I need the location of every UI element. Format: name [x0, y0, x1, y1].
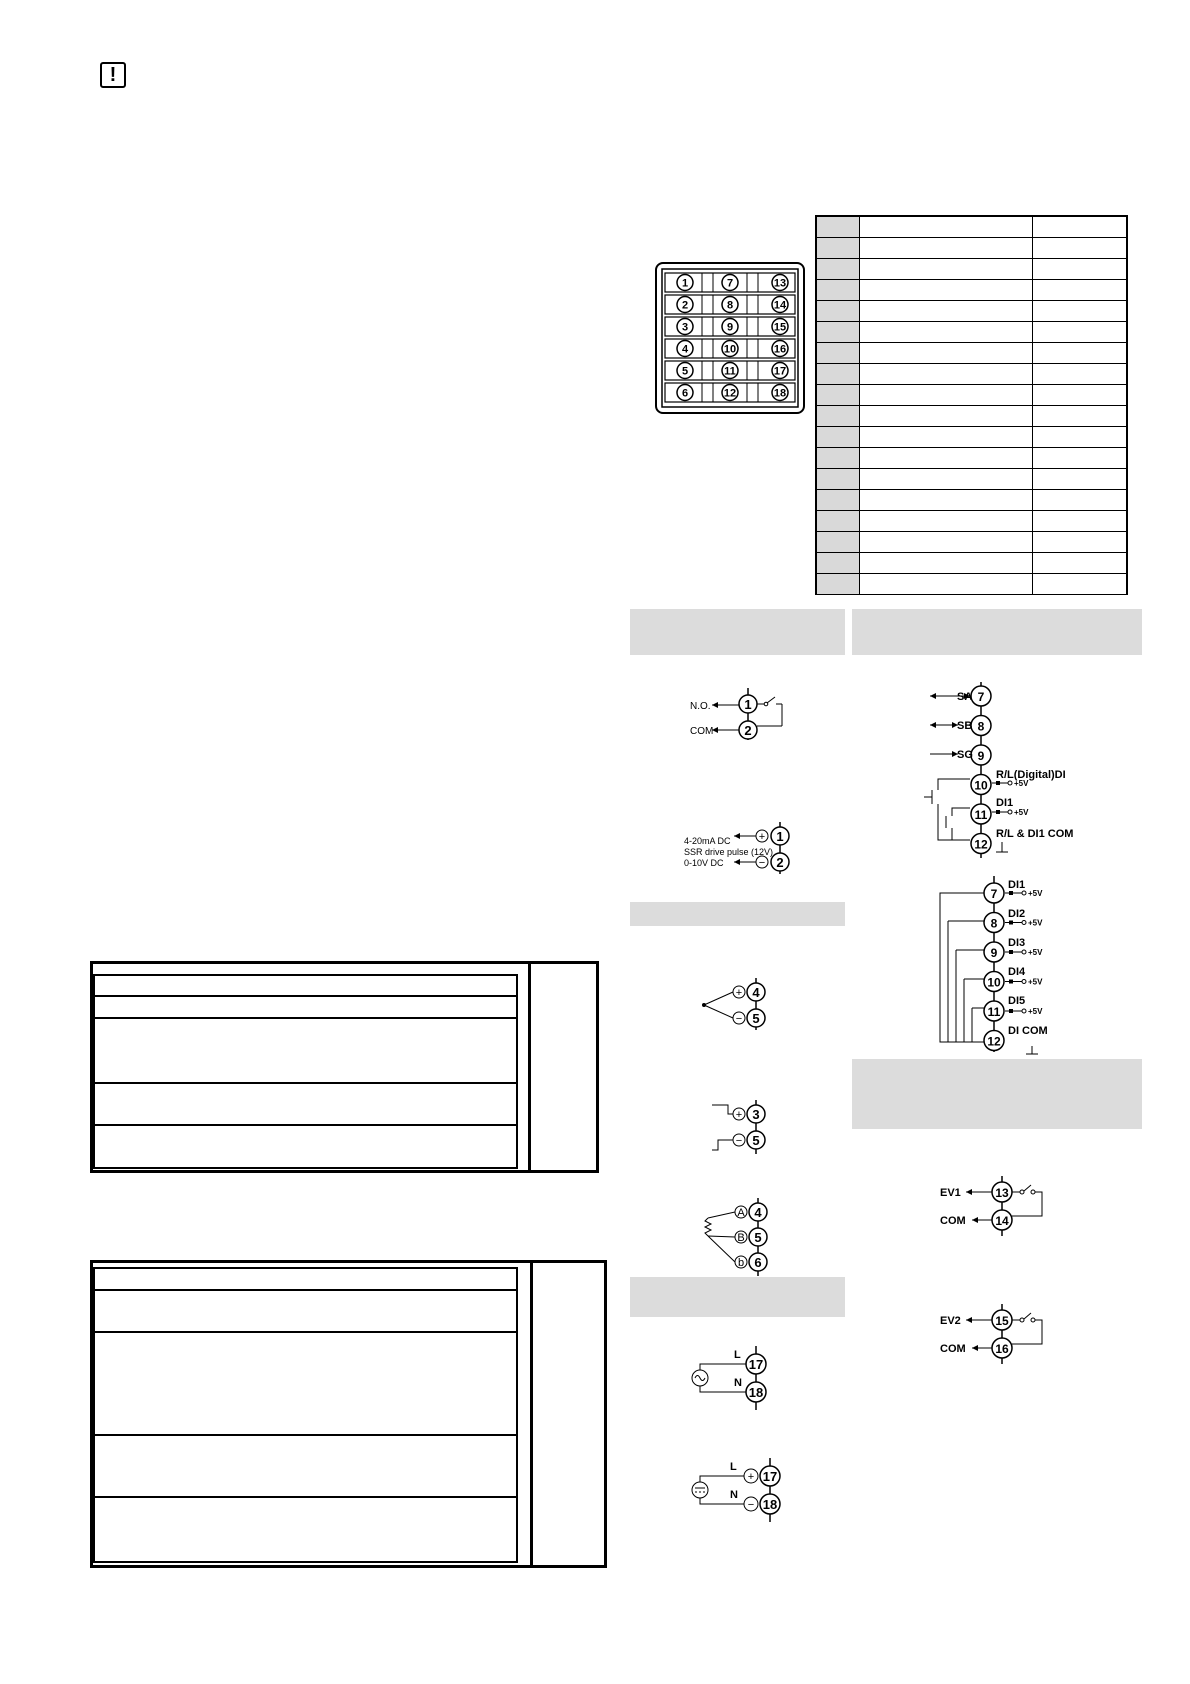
spec-box-2-row-rule: [93, 1331, 518, 1333]
table-row: [817, 469, 1127, 490]
spec-box-1-row-rule: [93, 995, 518, 997]
table-row: [817, 259, 1127, 280]
power-ac-diagram: [690, 1346, 790, 1410]
terminal-number: 18: [773, 387, 787, 400]
comm-plus5v: +5V: [1014, 779, 1029, 788]
event-output-2-com: COM: [940, 1343, 966, 1355]
plus-5v-label: +5V: [1028, 977, 1043, 987]
analog-output-line1: 4-20mA DC: [684, 836, 731, 846]
terminal-number: 10: [987, 975, 1001, 990]
power-ac-terminal-a: 17: [748, 1357, 764, 1372]
power-dc-l: L: [730, 1461, 737, 1473]
table-row: [817, 217, 1127, 238]
terminal-number: 1: [681, 277, 689, 290]
terminal-number: 10: [723, 343, 737, 356]
event-output-2-terminal-a: 15: [995, 1314, 1009, 1328]
rtd-input-diagram: [700, 1198, 780, 1276]
terminal-number: 11: [974, 808, 988, 822]
table-row: [817, 385, 1127, 406]
spec-box-1-row-rule: [93, 1082, 518, 1084]
terminal-number: 9: [726, 321, 734, 334]
comm-rl-di1-com: R/L & DI1 COM: [996, 828, 1074, 840]
terminal-number: 2: [744, 723, 752, 738]
digital-inputs-di4: DI4: [1008, 966, 1026, 978]
analog-output-plus: +: [758, 831, 766, 843]
terminal-number: 1: [744, 697, 752, 712]
table-row: [817, 343, 1127, 364]
linear-input-terminal-b: 5: [752, 1133, 760, 1148]
digital-inputs-dicom: DI COM: [1008, 1025, 1048, 1037]
terminal-number: 12: [974, 837, 988, 852]
power-dc-terminal-b: 18: [762, 1497, 778, 1512]
terminal-number: 5: [681, 365, 689, 378]
power-dc-plus: +: [747, 1471, 755, 1483]
table-row: [817, 301, 1127, 322]
terminal-number: 17: [773, 365, 787, 378]
section-header-power: [630, 1277, 845, 1317]
event-output-1-label: EV1: [940, 1187, 961, 1199]
com-label: COM: [690, 726, 714, 737]
event-output-1-terminal-a: 13: [995, 1186, 1009, 1200]
spec-box-1-inner: [93, 974, 518, 1169]
section-header-input: [630, 902, 845, 926]
thermocouple-input-terminal-a: 4: [752, 985, 760, 1000]
table-row: [817, 406, 1127, 427]
spec-box-2-row-rule: [93, 1434, 518, 1436]
rtd-input-terminal-c: 6: [754, 1255, 762, 1270]
rtd-input-terminal-b: 5: [754, 1230, 762, 1245]
terminal-number: 7: [726, 277, 734, 290]
analog-output-line3: 0-10V DC: [684, 858, 724, 868]
table-row: [817, 448, 1127, 469]
plus-5v-label: +5V: [1028, 889, 1043, 898]
spec-box-2-inner: [93, 1267, 518, 1563]
comm-plus5v: +5V: [1014, 808, 1029, 817]
rtd-input-b: B: [737, 1232, 745, 1244]
analog-output-terminal-b: 2: [776, 855, 784, 870]
terminal-number: 7: [977, 690, 985, 704]
analog-output-terminal-a: 1: [776, 829, 784, 844]
event-output-1-diagram: [940, 1176, 1050, 1236]
table-row: [817, 238, 1127, 259]
table-row: [817, 511, 1127, 532]
terminal-number: 13: [773, 277, 787, 290]
comm-sb: SB: [957, 720, 973, 732]
terminal-number: 2: [681, 299, 689, 312]
rtd-input-a: A: [737, 1207, 745, 1219]
thermocouple-input-minus: −: [735, 1013, 743, 1025]
linear-input-minus: −: [735, 1135, 743, 1147]
spec-box-1-divider: [528, 961, 531, 1173]
section-header-communication: [852, 609, 1142, 655]
linear-input-terminal-a: 3: [752, 1107, 760, 1122]
spec-box-2-divider: [530, 1260, 533, 1568]
warning-icon: !: [100, 62, 126, 88]
terminal-number: 8: [990, 916, 998, 931]
terminal-number: 3: [681, 321, 689, 334]
comm-sa: SA: [957, 691, 973, 703]
spec-box-2-row-rule: [93, 1289, 518, 1291]
no-label: N.O.: [690, 701, 711, 712]
terminal-number: 8: [977, 719, 985, 734]
digital-inputs-di5: DI5: [1008, 995, 1026, 1007]
table-row: [817, 364, 1127, 385]
section-header-event-output: [852, 1059, 1142, 1129]
table-row: [817, 427, 1127, 448]
digital-inputs-di1: DI1: [1008, 879, 1026, 891]
table-row: [817, 490, 1127, 511]
comm-rl-di: R/L(Digital)DI: [996, 769, 1066, 781]
spec-box-2-row-rule: [93, 1496, 518, 1498]
terminal-number: 9: [977, 749, 985, 763]
relay-output-diagram: [690, 688, 790, 740]
terminal-number: 12: [723, 387, 737, 400]
digital-inputs-di2: DI2: [1008, 908, 1026, 920]
plus-5v-label: +5V: [1028, 948, 1043, 957]
power-ac-n: N: [734, 1377, 742, 1389]
terminal-number: 6: [681, 387, 689, 400]
terminal-number: 4: [681, 343, 689, 356]
terminal-number: 8: [726, 299, 734, 312]
table-row: [817, 322, 1127, 343]
comm-sg: SG: [957, 749, 973, 761]
spec-box-1-row-rule: [93, 1124, 518, 1126]
linear-input-diagram: [710, 1100, 780, 1154]
power-dc-diagram: [690, 1458, 800, 1522]
rtd-input-b-small: b: [737, 1257, 745, 1269]
linear-input-plus: +: [735, 1109, 743, 1121]
analog-output-line2: SSR drive pulse (12V): [684, 847, 774, 857]
thermocouple-input-diagram: [700, 978, 780, 1030]
terminal-number: 11: [724, 365, 736, 378]
thermocouple-input-terminal-b: 5: [752, 1011, 760, 1026]
event-output-1-com: COM: [940, 1215, 966, 1227]
power-dc-terminal-a: 17: [762, 1469, 778, 1484]
terminal-block-diagram: [655, 262, 805, 414]
comm-di1: DI1: [996, 797, 1014, 809]
terminal-number: 14: [773, 299, 787, 312]
event-output-2-diagram: [940, 1304, 1050, 1364]
terminal-number: 12: [987, 1034, 1001, 1049]
spec-box-1-row-rule: [93, 1017, 518, 1019]
power-dc-n: N: [730, 1489, 738, 1501]
digital-input-diagram: [910, 876, 1080, 1056]
terminal-number: 10: [974, 778, 988, 793]
plus-5v-label: +5V: [1028, 918, 1043, 928]
table-row: [817, 532, 1127, 553]
thermocouple-input-plus: +: [735, 987, 743, 999]
plus-5v-label: +5V: [1028, 1007, 1043, 1016]
section-header-output: [630, 609, 845, 655]
communication-diagram: [900, 682, 1100, 862]
analog-output-minus: −: [758, 857, 766, 869]
event-output-1-terminal-b: 14: [995, 1214, 1009, 1228]
terminal-assignment-table: [815, 215, 1128, 595]
terminal-number: 16: [773, 343, 787, 356]
terminal-number: 7: [990, 887, 998, 901]
table-row: [817, 553, 1127, 574]
table-row: [817, 280, 1127, 301]
event-output-2-terminal-b: 16: [995, 1342, 1009, 1356]
digital-inputs-di3: DI3: [1008, 937, 1026, 949]
terminal-number: 11: [987, 1005, 1001, 1019]
terminal-number: 9: [990, 946, 998, 960]
power-dc-minus: −: [747, 1499, 755, 1511]
power-ac-l: L: [734, 1349, 741, 1361]
analog-output-diagram: [684, 822, 794, 874]
rtd-input-terminal-a: 4: [754, 1205, 762, 1220]
event-output-2-label: EV2: [940, 1315, 961, 1327]
terminal-number: 15: [773, 321, 787, 334]
power-ac-terminal-b: 18: [748, 1385, 764, 1400]
table-row: [817, 574, 1127, 595]
